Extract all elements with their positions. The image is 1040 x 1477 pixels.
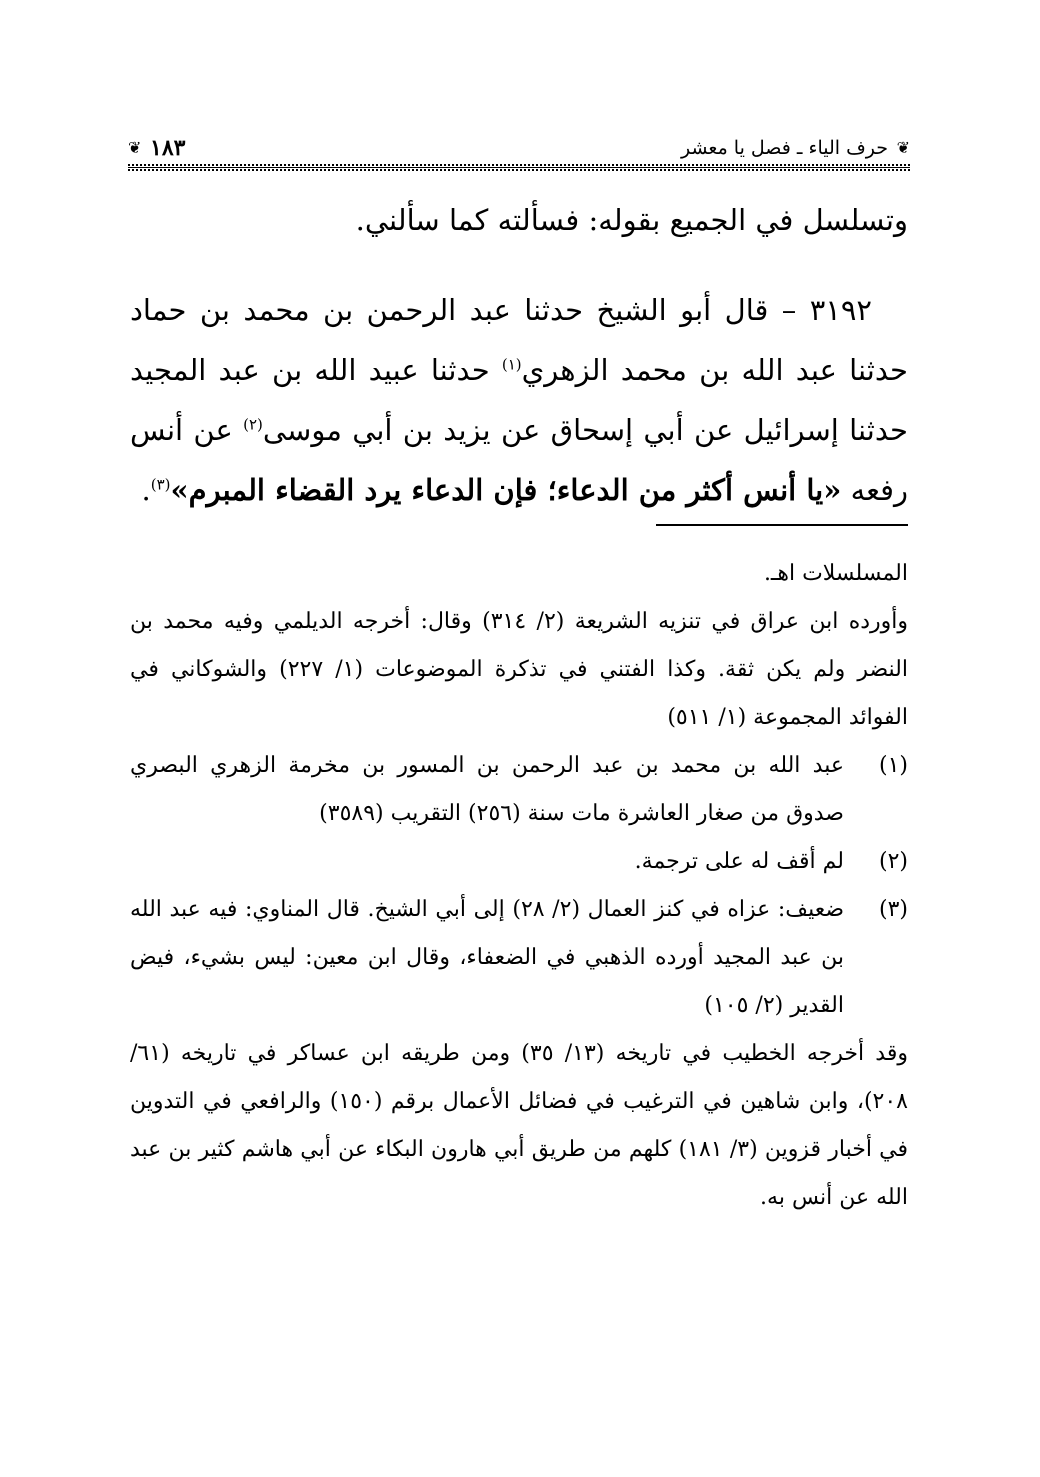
footnote-marker-3[interactable]: (٣): [150, 475, 171, 494]
footnotes: [130, 550, 908, 1222]
footnote-text: لم أقف له على ترجمة.: [634, 849, 844, 874]
footnote-text: عبد الله بن محمد بن عبد الرحمن بن المسور بن مخرمة الزهري البصري صدوق من صغار العاشرة مات سنة (٢٥٦) التقريب (٣٥٨٩): [130, 753, 844, 826]
footnote-continuation-1: المسلسلات اهـ.: [763, 561, 908, 586]
footnote-number: (٣): [878, 897, 908, 922]
footnote-text: ضعيف: عزاه في كنز العمال (٢/ ٢٨) إلى أبي الشيخ. قال المناوي: فيه عبد الله بن عبد المجيد أورده الذهبي في الضعفاء، وقال ابن معين: ليس بشيء، فيض القدير (٢/ ١٠٥): [130, 897, 845, 1018]
main-text: [130, 190, 908, 520]
ornament-icon: ❦: [896, 138, 910, 157]
footnote-number: (٢): [878, 849, 908, 874]
running-header: [128, 134, 910, 174]
footnote-marker-2[interactable]: (٢): [243, 415, 263, 434]
continuation-paragraph: وتسلسل في الجميع بقوله: فسألته كما سألني.: [355, 203, 908, 237]
hadith-matn: «يا أنس أكثر من الدعاء؛ فإن الدعاء يرد القضاء المبرم»: [170, 473, 842, 507]
footnote-3: [130, 886, 908, 1030]
hadith-isnad-2: حدثنا عبيد الله بن عبد المجيد حدثنا إسرائيل عن أبي إسحاق عن يزيد بن أبي موسى: [130, 353, 908, 447]
footnote-3-continuation: وقد أخرجه الخطيب في تاريخه (١٣/ ٣٥) ومن طريقه ابن عساكر في تاريخه (٦١/ ٢٠٨)، وابن شاهين في الترغيب في فضائل الأعمال برقم (١٥٠) والرافعي في التدوين في أخبار قزوين (٣/ ١٨١) كلهم من طريق أبي هارون البكاء عن أبي هاشم كثير بن عبد الله عن أنس به.: [130, 1041, 908, 1210]
header-rule: [128, 164, 910, 171]
page-number: ١٨٣: [150, 135, 186, 161]
footnote-number: (١): [878, 753, 908, 778]
hadith-isnad-3: عن أنس رفعه: [130, 413, 908, 507]
chapter-title: حرف الياء ـ فصل يا معشر: [680, 137, 888, 159]
footnote-separator: [656, 524, 908, 526]
hadith-paragraph: [130, 280, 908, 520]
ornament-icon: ❦: [128, 138, 142, 157]
footnote-1: [130, 742, 908, 838]
footnote-marker-1[interactable]: (١): [501, 355, 522, 374]
hadith-isnad-1: ٣١٩٢ – قال أبو الشيخ حدثنا عبد الرحمن بن محمد بن حماد حدثنا عبد الله بن محمد الزهري: [130, 293, 908, 387]
footnote-continuation-2: وأورده ابن عراق في تنزيه الشريعة (٢/ ٣١٤) وقال: أخرجه الديلمي وفيه محمد بن النضر ولم يكن ثقة. وكذا الفتني في تذكرة الموضوعات (١/ ٢٢٧) والشوكاني في الفوائد المجموعة (١/ ٥١١): [130, 609, 909, 730]
hadith-end: .: [141, 473, 151, 507]
footnote-2: [130, 838, 908, 886]
